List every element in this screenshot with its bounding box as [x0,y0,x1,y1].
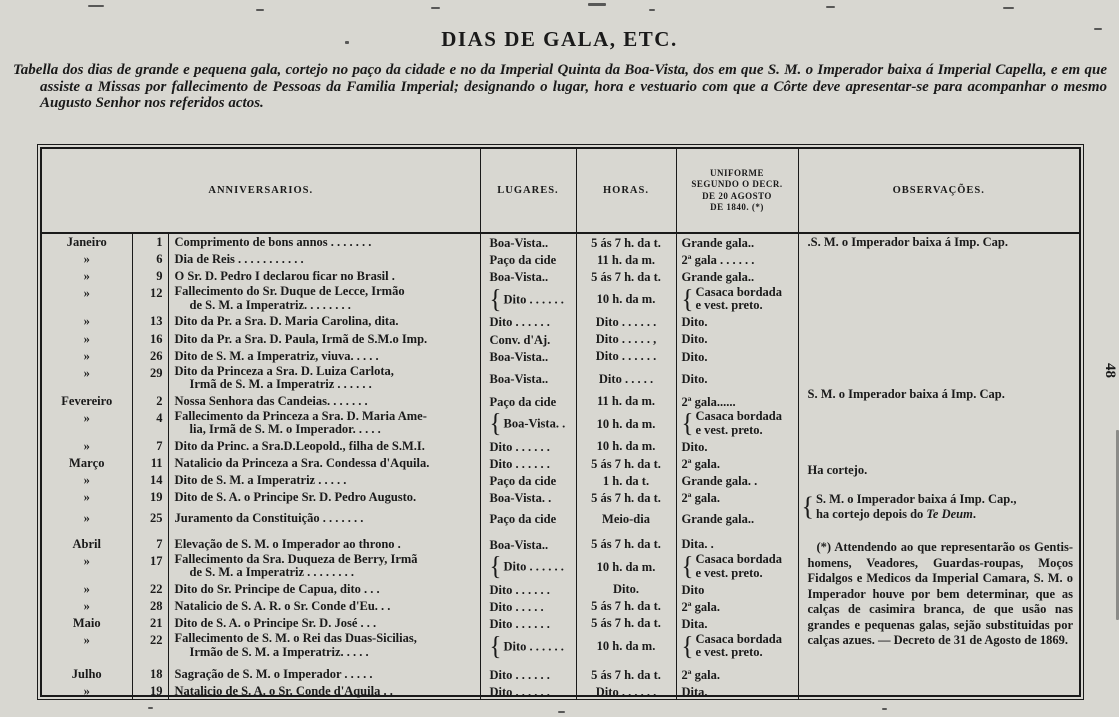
place-cell [480,251,576,268]
place-text: Dito . . . . . . [503,292,564,307]
anniversary-cell [168,615,480,632]
hour-cell: 1 h. da t. [576,472,676,489]
uniform-text [682,601,720,615]
anniversary-cell [168,313,480,330]
day-cell: 7 [132,438,168,455]
uniform-cell [676,348,798,365]
anniversary-text: Dito da Princ. a Sra.D.Leopold., filha de S.M.I. [174,438,425,453]
uniform-line: Dita. [681,685,708,700]
place-text: Dito . . . . . . [489,617,550,631]
anniversary-text: Dito de S. A. o Principe Sr. D. Pedro Augusto. [174,490,417,505]
day-cell: 2 [132,393,168,410]
brace-glyph: { [681,409,694,439]
place-cell [480,598,576,615]
place-cell [480,285,576,313]
anniversary-cell [168,528,480,553]
month-cell: » [42,581,132,598]
scan-artifact [1094,28,1102,30]
scan-artifact [649,9,655,11]
table-row [42,233,1079,251]
uniform-text [682,396,736,410]
anniversary-text: Dito do Sr. Principe de Capua, dito . . . [174,581,380,596]
place-text: Dito . . . . . . [489,685,550,700]
observation-note: .S. M. o Imperador baixa á Imp. Cap. [807,235,1008,249]
uniforme-header-line: DE 20 AGOSTO [702,190,772,201]
day-cell: 19 [132,489,168,506]
place-text: Boa-Vista.. [489,372,549,387]
anniversary-cell [168,251,480,268]
anniversary-text: de S. M. a Imperatriz. . . . . . . . [189,297,351,312]
uniform-cell [676,393,798,410]
anniversary-text: Dito de S. M. a Imperatriz, viuva. . . . . [174,348,379,363]
uniform-line: e vest. preto. [695,645,763,659]
place-cell [480,506,576,527]
place-text: Boa-Vista.. [489,236,549,251]
anniversary-text: Irmão de S. M. a Imperatriz. . . . . [189,644,369,659]
anniversary-cell [168,683,480,700]
uniform-text [696,410,782,437]
place-cell [480,348,576,365]
scan-artifact [882,708,887,710]
brace-glyph: { [489,409,502,439]
observations-cell [798,233,1079,700]
uniform-text [682,538,714,552]
anniversary-text: Fallecimento de S. M. o Rei das Duas-Sicilias, [174,631,417,645]
uniform-line: 2ª gala. [681,667,720,682]
uniform-line: Dito. [681,372,708,387]
uniform-text [682,316,708,330]
hour-cell: Dito . . . . . , [576,331,676,348]
uniforme-header-line: UNIFORME [710,167,764,178]
col-header-lugares: LUGARES. [480,149,576,233]
anniversary-cell [168,410,480,438]
place-text: Dito . . . . . . [489,668,550,683]
uniform-text [682,254,755,268]
hour-cell: Dito. [576,581,676,598]
place-cell [480,489,576,506]
uniform-line: 2ª gala. [681,456,720,471]
day-cell: 28 [132,598,168,615]
hour-cell: Dito . . . . . [576,365,676,393]
anniversary-text: Natalicio de S. A. R. o Sr. Conde d'Eu. . . [174,598,391,613]
hour-cell: 5 ás 7 h. da t. [576,268,676,285]
uniform-line: Casaca bordada [695,552,782,567]
hour-cell: 5 ás 7 h. da t. [576,598,676,615]
scan-artifact [148,707,153,709]
uniform-text [682,475,758,489]
intro-paragraph: Tabella dos dias de grande e pequena gala, cortejo no paço da cidade e no da Imperial Quinta da Boa-Vista, dos em que S. M. o Imperador baixa á Imperial Capella, e em que assiste a Missas por fallecimento de Pessoas da Familia Imperial; designando o lugar, hora e vestuario com que a Côrte deve apresentar-se para acompanhar o mesmo Augusto Senhor nos referidos actos. [13,62,1107,111]
uniform-line: e vest. preto. [695,565,763,580]
uniform-line: Dito. [681,315,708,330]
anniversary-cell [168,489,480,506]
day-cell: 6 [132,251,168,268]
day-cell: 25 [132,506,168,527]
brace-glyph: { [489,552,502,581]
uniform-line: 2ª gala. [681,491,720,506]
day-cell: 1 [132,233,168,251]
observations-column [799,234,1080,700]
anniversary-text: Fallecimento da Princeza a Sra. D. Maria Ame- [174,408,427,423]
observation-note [802,492,1074,521]
uniform-text [696,553,782,580]
scan-artifact [558,711,565,713]
uniform-cell [676,268,798,285]
place-cell [480,581,576,598]
anniversary-text: Dito da Pr. a Sra. D. Maria Carolina, dita. [174,314,399,329]
place-text: Boa-Vista.. [489,537,549,552]
place-text: Dito . . . . . . [489,315,550,330]
anniversary-text: Dia de Reis . . . . . . . . . . . [174,252,304,267]
place-text: Boa-Vista.. [489,349,549,364]
month-cell: » [42,313,132,330]
anniversary-cell [168,348,480,365]
uniform-cell [676,251,798,268]
uniform-text [696,286,782,313]
anniversary-text: Sagração de S. M. o Imperador . . . . . [174,667,373,681]
observation-note: Ha cortejo. [807,463,868,477]
hour-cell: 5 ás 7 h. da t. [576,233,676,251]
month-cell: » [42,489,132,506]
month-cell: Julho [42,660,132,683]
uniform-text [682,333,708,347]
uniform-cell [676,285,798,313]
scan-artifact [431,7,440,9]
brace-glyph: { [681,285,694,314]
hour-cell: 10 h. da m. [576,632,676,660]
uniform-line: Dito. [681,349,708,364]
anniversary-text: O Sr. D. Pedro I declarou ficar no Brasil . [174,269,395,284]
uniform-cell [676,581,798,598]
month-cell: Janeiro [42,233,132,251]
uniform-cell [676,331,798,348]
uniform-cell [676,615,798,632]
hour-cell: Dito . . . . . . [576,348,676,365]
place-cell [480,438,576,455]
place-text: Dito . . . . . . [503,639,564,653]
uniforme-header-line: DE 1840. (*) [710,202,764,212]
uniform-text [682,441,708,455]
day-cell: 4 [132,410,168,438]
uniform-cell [676,410,798,438]
uniform-cell [676,553,798,581]
place-cell [480,615,576,632]
brace-glyph: { [489,631,502,661]
month-cell: » [42,553,132,581]
place-cell [480,472,576,489]
hour-cell: Dito . . . . . . [576,313,676,330]
uniform-line: Casaca bordada [695,284,782,299]
anniversary-cell [168,365,480,393]
month-cell: Abril [42,528,132,553]
day-cell: 22 [132,632,168,660]
place-cell [480,528,576,553]
uniform-cell [676,683,798,700]
brace-glyph: { [681,631,694,661]
place-text: Dito . . . . . [489,599,544,614]
anniversary-text: Dito da Princeza a Sra. D. Luiza Carlota, [174,363,394,378]
anniversary-cell [168,660,480,683]
uniform-text [682,458,720,472]
uniform-line: Grande gala. . [681,474,758,489]
anniversary-cell [168,331,480,348]
place-text: Dito . . . . . . [489,582,550,597]
brace-glyph: { [801,491,814,521]
anniversary-text: Fallecimento do Sr. Duque de Lecce, Irmão [174,284,405,299]
anniversary-cell [168,455,480,472]
anniversary-cell [168,581,480,598]
anniversary-cell [168,285,480,313]
col-header-anniversarios: ANNIVERSARIOS. [42,149,480,233]
month-cell: Maio [42,615,132,632]
day-cell: 18 [132,660,168,683]
uniform-cell [676,365,798,393]
day-cell: 19 [132,683,168,700]
day-cell: 21 [132,615,168,632]
place-text: Boa-Vista.. [489,270,549,285]
anniversary-cell [168,598,480,615]
place-text: Dito . . . . . . [489,440,550,454]
uniform-line: 2ª gala. [681,599,720,614]
uniform-cell [676,472,798,489]
uniform-cell [676,233,798,251]
place-text: Conv. d'Aj. [489,332,551,347]
day-cell: 17 [132,553,168,581]
hour-cell: 11 h. da m. [576,393,676,410]
anniversary-cell [168,553,480,581]
anniversary-cell [168,472,480,489]
place-cell [480,410,576,438]
gala-table [40,147,1081,700]
anniversary-cell [168,268,480,285]
brace-glyph: { [681,552,694,581]
hour-cell: 10 h. da m. [576,438,676,455]
place-cell [480,365,576,393]
uniform-cell [676,455,798,472]
day-cell: 22 [132,581,168,598]
anniversary-cell [168,506,480,527]
month-cell: » [42,348,132,365]
uniform-text [682,669,720,683]
month-cell: » [42,683,132,700]
month-cell: » [42,506,132,527]
day-cell: 11 [132,455,168,472]
gala-table-grid [42,149,1079,700]
anniversary-text: Elevação de S. M. o Imperador ao throno . [174,536,401,551]
day-cell: 9 [132,268,168,285]
place-text: Paço da cide [489,394,557,409]
uniform-line: Casaca bordada [695,409,782,424]
place-cell [480,233,576,251]
brace-glyph: { [489,285,502,314]
uniform-text [682,492,720,506]
place-cell [480,553,576,581]
uniform-line: Dita. . [681,537,714,552]
day-cell: 16 [132,331,168,348]
anniversary-text: Natalicio da Princeza a Sra. Condessa d'Aquila. [174,456,430,470]
scan-artifact [1003,7,1014,9]
uniform-line: Grande gala.. [681,235,755,250]
place-cell [480,313,576,330]
uniform-line: Grande gala.. [681,512,755,527]
anniversary-cell [168,438,480,455]
uniform-footnote: (*) Attendendo ao que representarão os Gentis-homens, Veadores, Guardas-roupas, Moços Fidalgos e Medicos da Imperial Camara, S. M. o Imperador houve por bem determinar, que as calças de casimira branca, de que usão nas grandes e pequenas galas, sejão substituidas por calças azues. — Decreto de 31 de Agosto de 1869. [807,540,1073,647]
anniversary-text: Nossa Senhora das Candeias. . . . . . . [174,393,368,408]
uniform-text [682,686,708,700]
uniform-line: Casaca bordada [695,631,782,646]
place-text: Boa-Vista. . [503,416,566,431]
anniversary-text: Comprimento de bons annos . . . . . . . [174,235,372,249]
month-cell: » [42,410,132,438]
hour-cell: Dito . . . . . . [576,683,676,700]
uniform-line: e vest. preto. [695,422,763,437]
uniform-text [682,351,708,365]
anniversary-text: Fallecimento da Sra. Duqueza de Berry, Irmã [174,551,418,566]
place-cell [480,455,576,472]
anniversary-text: lia, Irmã de S. M. o Imperador. . . . . [189,422,381,437]
uniform-cell [676,506,798,527]
day-cell: 29 [132,365,168,393]
uniform-line: e vest. preto. [695,298,763,313]
uniform-cell [676,489,798,506]
col-header-uniforme [676,149,798,233]
scan-artifact [256,9,264,11]
place-cell [480,331,576,348]
page-title: DIAS DE GALA, ETC. [441,27,678,51]
uniform-cell [676,660,798,683]
day-cell: 14 [132,472,168,489]
place-text: Paço da cide [489,474,557,489]
month-cell: Março [42,455,132,472]
uniform-text [682,513,755,527]
hour-cell: 5 ás 7 h. da t. [576,528,676,553]
uniform-line: Dito. [681,332,708,347]
uniform-cell [676,598,798,615]
month-cell: » [42,285,132,313]
col-header-observacoes: OBSERVAÇÕES. [798,149,1079,233]
hour-cell: Meio-dia [576,506,676,527]
scan-artifact [588,3,606,6]
place-text: Paço da cide [489,253,557,268]
hour-cell: 10 h. da m. [576,410,676,438]
uniform-cell [676,528,798,553]
uniform-text [682,271,755,285]
uniform-text [682,618,708,632]
uniform-text [682,373,708,387]
observation-note: S. M. o Imperador baixa á Imp. Cap. [807,387,1005,401]
anniversary-text: Dito de S. M. a Imperatriz . . . . . [174,473,347,488]
uniform-line: Dito. [681,439,708,454]
hour-cell: 5 ás 7 h. da t. [576,455,676,472]
month-cell: » [42,268,132,285]
anniversary-text: de S. M. a Imperatriz . . . . . . . . [189,565,355,580]
uniform-cell [676,313,798,330]
place-cell [480,393,576,410]
day-cell: 26 [132,348,168,365]
hour-cell: 5 ás 7 h. da t. [576,615,676,632]
scan-artifact [88,5,104,7]
month-cell: » [42,472,132,489]
header-row [42,149,1079,233]
uniform-line: Grande gala.. [681,270,755,285]
anniversary-cell [168,632,480,660]
month-cell: » [42,331,132,348]
uniform-text [682,237,755,251]
uniform-line: 2ª gala...... [681,394,736,409]
month-cell: Fevereiro [42,393,132,410]
month-cell: » [42,598,132,615]
day-cell: 7 [132,528,168,553]
uniform-cell [676,438,798,455]
place-cell [480,683,576,700]
month-cell: » [42,251,132,268]
anniversary-text: Dito de S. A. o Principe Sr. D. José . . . [174,615,377,630]
anniversary-text: Juramento da Constituição . . . . . . . [174,511,364,526]
uniform-cell [676,632,798,660]
hour-cell: 10 h. da m. [576,553,676,581]
hour-cell: 5 ás 7 h. da t. [576,660,676,683]
hour-cell: 10 h. da m. [576,285,676,313]
place-text: Dito . . . . . . [489,457,550,472]
scan-artifact [345,41,349,44]
place-cell [480,632,576,660]
hour-cell: 5 ás 7 h. da t. [576,489,676,506]
uniform-text [696,633,782,660]
day-cell: 12 [132,285,168,313]
place-cell [480,268,576,285]
place-cell [480,660,576,683]
anniversary-cell [168,233,480,251]
col-header-horas: HORAS. [576,149,676,233]
uniform-line: Dito [681,582,705,597]
month-cell: » [42,365,132,393]
hour-cell: 11 h. da m. [576,251,676,268]
uniform-line: 2ª gala . . . . . . [681,253,755,268]
uniform-line: Dita. [681,616,708,631]
anniversary-text: Natalicio de S. A. o Sr. Conde d'Aquila . . [174,684,393,699]
anniversary-text: Irmã de S. M. a Imperatriz . . . . . . [189,377,372,392]
month-cell: » [42,438,132,455]
day-cell: 13 [132,313,168,330]
page-number: 48 [1102,363,1118,378]
scan-artifact [826,6,835,8]
te-deum-italic: Te Deum [926,506,973,521]
place-text: Dito . . . . . . [503,559,564,574]
place-text: Boa-Vista. . [489,491,552,506]
anniversary-cell [168,393,480,410]
place-text: Paço da cide [489,512,557,527]
observation-text: S. M. o Imperador baixa á Imp. Cap., ha cortejo depois do Te Deum. [815,492,1017,521]
month-cell: » [42,632,132,660]
anniversary-text: Dito da Pr. a Sra. D. Paula, Irmã de S.M.o Imp. [174,331,428,346]
uniforme-header-line: SEGUNDO O DECR. [691,179,783,189]
uniform-text [682,584,705,598]
